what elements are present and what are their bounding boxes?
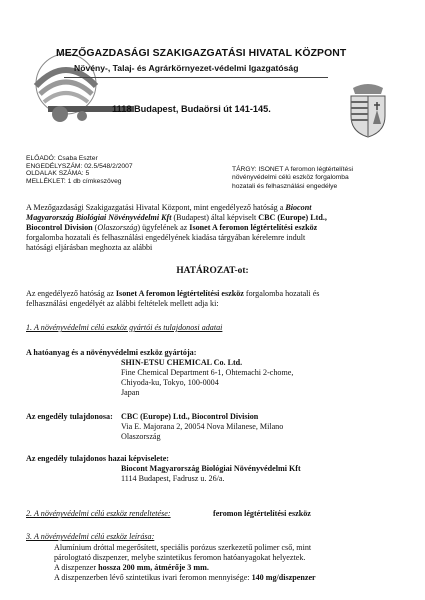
intro-line-2 [26, 213, 327, 223]
intro-product: Isonet A feromon légtértelítési eszköz [189, 223, 318, 232]
targy-line-3: hozatali és felhasználási engedélye [232, 182, 338, 190]
representative-label: Az engedély tulajdonos hazai képviselete: [26, 454, 169, 463]
intro-line-1 [26, 203, 311, 213]
manufacturer-name: SHIN-ETSU CHEMICAL Co. Ltd. [121, 358, 243, 367]
manufacturer-address-1: Fine Chemical Department 6-1, Ohtemachi 2-chome, [121, 368, 294, 377]
oldalak-line: OLDALAK SZÁMA: 5 [26, 170, 90, 178]
section-2-heading: 2. A növényvédelmi célú eszköz rendeltetése: [26, 509, 171, 518]
agency-address: 1118 Budapest, Budaörsi út 141-145. [112, 104, 271, 114]
intro-line-4: forgalomba hozatali és felhasználási engedélyének kiadása tárgyában kérelemre indult [26, 233, 306, 242]
section-3-heading: 3. A növényvédelmi célú eszköz leírása: [26, 532, 155, 541]
description-text: A diszpenzerben lévő szintetikus ivari feromon mennyisége: [54, 573, 252, 582]
header-divider [64, 77, 328, 78]
intro-company-full: Magyarország Biológiai Növényvédelmi Kft [26, 213, 172, 222]
decision-heading: HATÁROZAT-ot: [176, 266, 249, 276]
melleklet-line: MELLÉKLET: 1 db címkeszöveg [26, 177, 122, 185]
coat-of-arms-icon [345, 80, 391, 138]
intro-text: A Mezőgazdasági Szakigazgatási Hivatal Központ, mint engedélyező hatóság a [26, 203, 286, 212]
owner-label: Az engedély tulajdonosa: [26, 412, 113, 421]
intro-division: Biocontrol Division [26, 223, 93, 232]
section-2-value: feromon légtértelítési eszköz [213, 509, 311, 518]
decision-line-2: felhasználási engedélyét az alábbi feltételek mellett adja ki: [26, 299, 219, 308]
engedelyszam-line: ENGEDÉLYSZÁM: 02.5/548/2/2007 [26, 162, 133, 170]
description-line-4 [54, 573, 316, 583]
intro-line-3 [26, 223, 317, 233]
decision-product: Isonet A feromon légtértelítési eszköz [115, 289, 244, 298]
manufacturer-address-2: Chiyoda-ku, Tokyo, 100-0004 [121, 378, 219, 387]
dispenser-dimensions: hossza 200 mm, átmérője 3 mm. [98, 563, 209, 572]
intro-line-5: hatósági eljárásban meghozta az alábbi [26, 243, 153, 252]
pheromone-amount: 140 mg/diszpenzer [251, 573, 316, 582]
decision-text: forgalomba hozatali és [243, 289, 320, 298]
agency-title: MEZŐGAZDASÁGI SZAKIGAZGATÁSI HIVATAL KÖZPONT [56, 48, 347, 59]
targy-line-1: TÁRGY: ISONET A feromon légtértelítési [232, 166, 354, 173]
directorate-subtitle: Növény-, Talaj- és Agrárkörnyezet-védelmi Igazgatóság [74, 63, 299, 73]
description-line-2: párologtató diszpenzer, melybe szintetikus feromon hatóanyagokat helyeztek. [54, 553, 306, 562]
decision-line-1 [26, 289, 319, 299]
intro-text: (Budapest) által képviselt [171, 213, 259, 222]
intro-text: ( [92, 223, 98, 232]
manufacturer-label: A hatóanyag és a növényvédelmi eszköz gyártója: [26, 348, 197, 357]
owner-address-1: Via E. Majorana 2, 20054 Nova Milanese, Milano [121, 422, 284, 431]
description-line-1: Alumínium dróttal megerősített, speciális porózus szerkezetű polimer cső, mint [54, 543, 312, 552]
representative-name: Biocont Magyarország Biológiai Növényvédelmi Kft [121, 464, 301, 473]
subject-block [232, 166, 353, 191]
manufacturer-address-3: Japan [121, 388, 140, 397]
targy-line-2: növényvédelmi célú eszköz forgalomba [232, 174, 349, 182]
representative-address: 1114 Budapest, Fadrusz u. 26/a. [121, 474, 225, 483]
owner-name: CBC (Europe) Ltd., Biocontrol Division [121, 412, 259, 421]
decision-text: Az engedélyező hatóság az [26, 289, 116, 298]
intro-text: ) ügyfelének az [137, 223, 190, 232]
description-text: A diszpenzer [54, 563, 99, 572]
section-1-heading: 1. A növényvédelmi célú eszköz gyártói és tulajdonosi adatai [26, 323, 223, 332]
intro-company: Biocont [285, 203, 312, 212]
owner-address-2: Olaszország [121, 432, 161, 441]
case-metadata [26, 155, 133, 185]
eloado-line: ELŐADÓ: Csaba Eszter [26, 155, 98, 162]
intro-country: Olaszország [97, 223, 138, 232]
intro-owner: CBC (Europe) Ltd., [258, 213, 327, 222]
description-line-3 [54, 563, 209, 573]
